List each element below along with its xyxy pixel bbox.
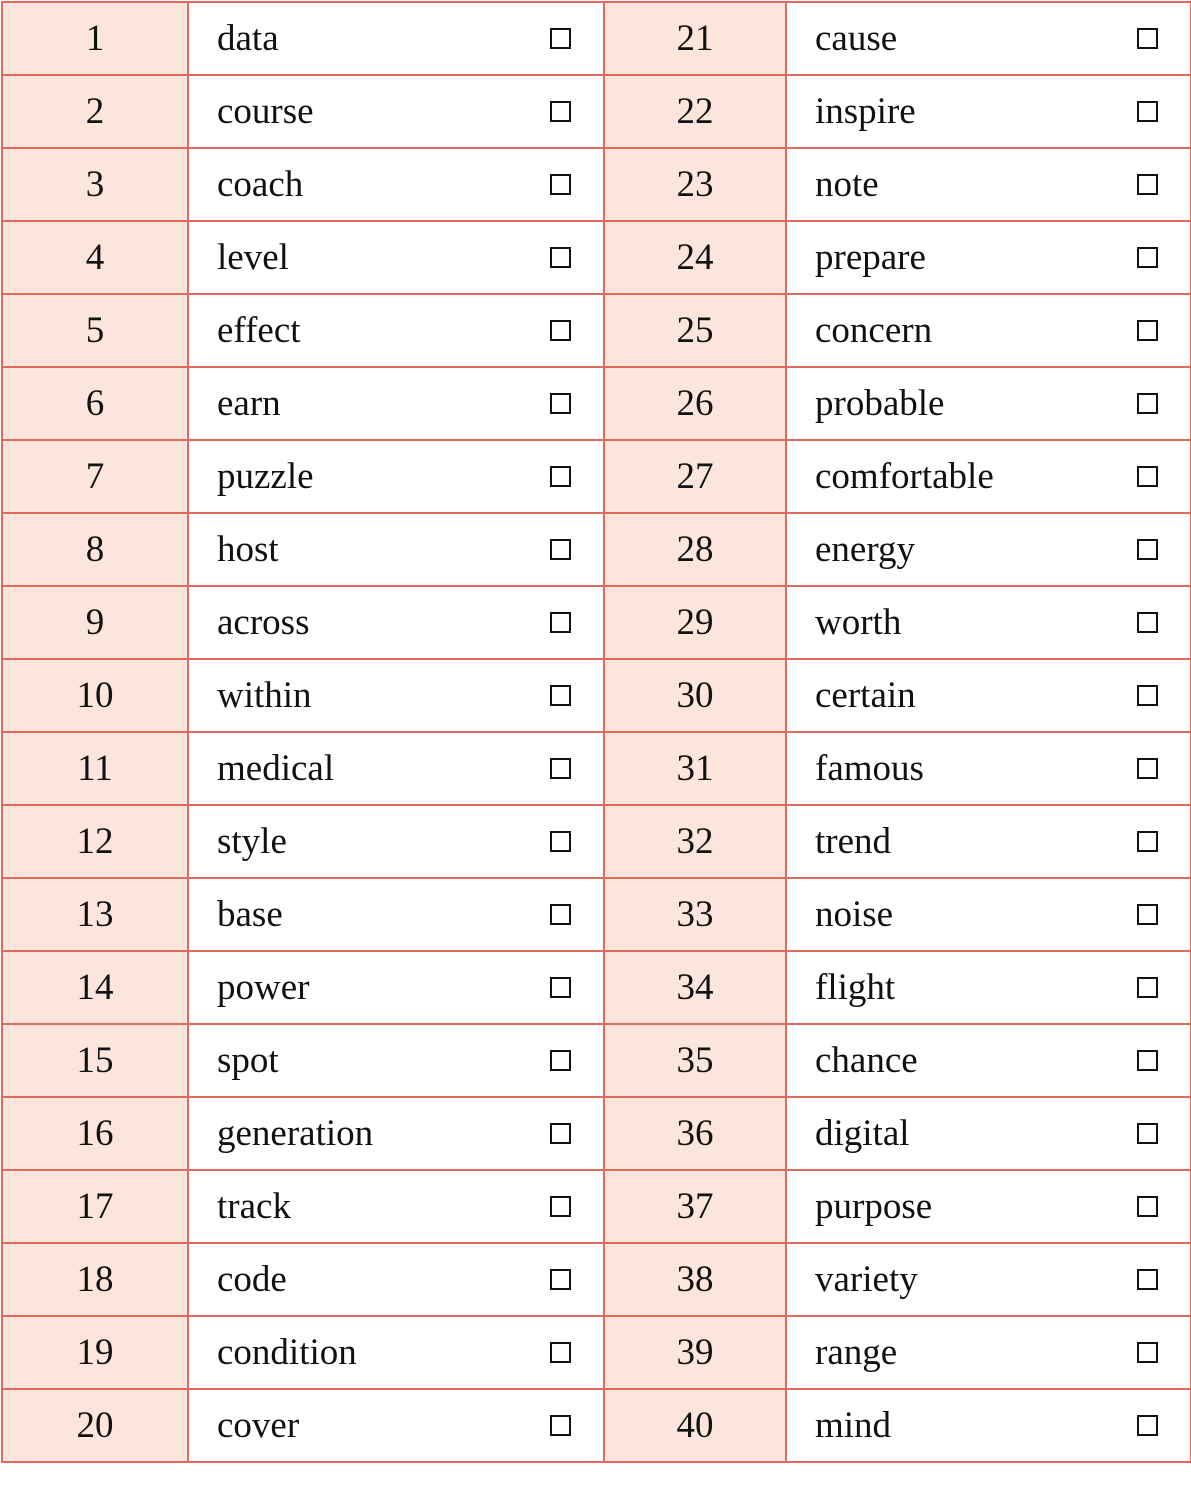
checkbox-icon[interactable] [550, 247, 571, 268]
word-cell-content [815, 1188, 1172, 1225]
checkbox-icon[interactable] [1137, 758, 1158, 779]
word-cell-content [815, 166, 1172, 203]
word-cell-content [217, 1261, 585, 1298]
word-number: 37 [604, 1170, 786, 1243]
word-cell-content [815, 1407, 1172, 1444]
checkbox-icon[interactable] [550, 539, 571, 560]
checkbox-icon[interactable] [1137, 685, 1158, 706]
vocabulary-word: mind [815, 1405, 892, 1446]
word-cell-content [217, 239, 585, 276]
vocabulary-word: worth [815, 602, 902, 643]
word-cell [786, 75, 1191, 148]
word-number: 23 [604, 148, 786, 221]
table-row [2, 951, 1191, 1024]
word-cell-content [217, 750, 585, 787]
word-cell-content [815, 458, 1172, 495]
vocabulary-word: energy [815, 529, 915, 570]
word-cell-content [217, 1188, 585, 1225]
table-row [2, 878, 1191, 951]
word-cell [188, 586, 604, 659]
word-cell [188, 367, 604, 440]
word-number: 17 [2, 1170, 188, 1243]
word-cell-content [815, 93, 1172, 130]
word-cell-content [815, 896, 1172, 933]
checkbox-icon[interactable] [1137, 320, 1158, 341]
word-cell [786, 1024, 1191, 1097]
vocabulary-word: digital [815, 1113, 910, 1154]
table-row [2, 732, 1191, 805]
word-cell [188, 1389, 604, 1462]
word-number: 2 [2, 75, 188, 148]
checkbox-icon[interactable] [550, 1269, 571, 1290]
word-cell [786, 294, 1191, 367]
vocabulary-word: puzzle [217, 456, 314, 497]
checkbox-icon[interactable] [550, 28, 571, 49]
word-cell [188, 659, 604, 732]
word-number: 10 [2, 659, 188, 732]
word-cell [786, 878, 1191, 951]
vocabulary-word: purpose [815, 1186, 933, 1227]
word-number: 35 [604, 1024, 786, 1097]
vocabulary-word: chance [815, 1040, 918, 1081]
vocabulary-word: coach [217, 164, 304, 205]
vocabulary-word: prepare [815, 237, 926, 278]
vocabulary-table-body [2, 2, 1191, 1462]
table-row [2, 1316, 1191, 1389]
word-cell-content [815, 1261, 1172, 1298]
word-number: 24 [604, 221, 786, 294]
checkbox-icon[interactable] [1137, 101, 1158, 122]
vocabulary-word: variety [815, 1259, 918, 1300]
vocabulary-word: generation [217, 1113, 374, 1154]
word-number: 30 [604, 659, 786, 732]
vocabulary-word: inspire [815, 91, 916, 132]
word-cell [188, 1170, 604, 1243]
word-cell [188, 1097, 604, 1170]
word-cell-content [217, 1042, 585, 1079]
table-row [2, 805, 1191, 878]
vocabulary-word: course [217, 91, 314, 132]
word-number: 27 [604, 440, 786, 513]
vocabulary-word: flight [815, 967, 896, 1008]
vocabulary-word: famous [815, 748, 924, 789]
word-cell-content [217, 604, 585, 641]
word-cell [188, 148, 604, 221]
word-cell [786, 2, 1191, 75]
word-number: 21 [604, 2, 786, 75]
checkbox-icon[interactable] [550, 1123, 571, 1144]
word-number: 18 [2, 1243, 188, 1316]
table-row [2, 367, 1191, 440]
table-row [2, 1024, 1191, 1097]
word-cell [786, 148, 1191, 221]
word-number: 9 [2, 586, 188, 659]
vocabulary-word: medical [217, 748, 335, 789]
checkbox-icon[interactable] [550, 904, 571, 925]
word-number: 25 [604, 294, 786, 367]
checkbox-icon[interactable] [1137, 393, 1158, 414]
vocabulary-word: certain [815, 675, 916, 716]
word-number: 32 [604, 805, 786, 878]
word-cell-content [815, 677, 1172, 714]
word-cell [786, 1170, 1191, 1243]
word-number: 19 [2, 1316, 188, 1389]
vocabulary-table [1, 1, 1191, 1463]
word-cell-content [217, 823, 585, 860]
vocabulary-word: effect [217, 310, 301, 351]
vocabulary-word: comfortable [815, 456, 994, 497]
table-row [2, 221, 1191, 294]
table-row [2, 586, 1191, 659]
word-cell-content [815, 531, 1172, 568]
word-number: 39 [604, 1316, 786, 1389]
checkbox-icon[interactable] [550, 1415, 571, 1436]
word-cell [786, 732, 1191, 805]
checkbox-icon[interactable] [550, 758, 571, 779]
word-cell [188, 805, 604, 878]
word-cell-content [815, 20, 1172, 57]
checkbox-icon[interactable] [1137, 1415, 1158, 1436]
word-cell-content [217, 312, 585, 349]
word-cell-content [815, 385, 1172, 422]
word-cell [786, 221, 1191, 294]
table-row [2, 1097, 1191, 1170]
word-cell [188, 2, 604, 75]
word-number: 7 [2, 440, 188, 513]
table-row [2, 294, 1191, 367]
vocabulary-word: probable [815, 383, 945, 424]
word-number: 34 [604, 951, 786, 1024]
checkbox-icon[interactable] [1137, 28, 1158, 49]
word-cell [786, 951, 1191, 1024]
checkbox-icon[interactable] [550, 685, 571, 706]
word-number: 16 [2, 1097, 188, 1170]
word-cell-content [217, 969, 585, 1006]
word-cell-content [217, 531, 585, 568]
checkbox-icon[interactable] [550, 101, 571, 122]
table-row [2, 1170, 1191, 1243]
word-number: 31 [604, 732, 786, 805]
table-row [2, 75, 1191, 148]
word-cell [786, 659, 1191, 732]
vocabulary-word: base [217, 894, 283, 935]
checkbox-icon[interactable] [1137, 831, 1158, 852]
word-cell-content [217, 166, 585, 203]
checkbox-icon[interactable] [1137, 539, 1158, 560]
word-cell [786, 367, 1191, 440]
word-number: 15 [2, 1024, 188, 1097]
word-cell-content [217, 385, 585, 422]
word-cell [188, 221, 604, 294]
word-cell-content [815, 1042, 1172, 1079]
vocabulary-word: earn [217, 383, 281, 424]
vocabulary-word: data [217, 18, 279, 59]
word-number: 6 [2, 367, 188, 440]
word-cell [188, 440, 604, 513]
checkbox-icon[interactable] [550, 1050, 571, 1071]
table-row [2, 513, 1191, 586]
checkbox-icon[interactable] [1137, 466, 1158, 487]
word-cell-content [217, 93, 585, 130]
word-cell-content [217, 677, 585, 714]
word-cell-content [815, 1115, 1172, 1152]
vocabulary-word: level [217, 237, 289, 278]
word-cell [786, 1097, 1191, 1170]
word-cell [786, 1389, 1191, 1462]
checkbox-icon[interactable] [550, 466, 571, 487]
word-cell [786, 440, 1191, 513]
vocabulary-word: cover [217, 1405, 300, 1446]
word-cell [188, 1243, 604, 1316]
word-cell-content [217, 1115, 585, 1152]
word-number: 11 [2, 732, 188, 805]
checkbox-icon[interactable] [550, 174, 571, 195]
word-cell [786, 1316, 1191, 1389]
checkbox-icon[interactable] [1137, 904, 1158, 925]
vocabulary-word: spot [217, 1040, 279, 1081]
table-row [2, 1243, 1191, 1316]
word-number: 20 [2, 1389, 188, 1462]
vocabulary-word: range [815, 1332, 898, 1373]
word-number: 26 [604, 367, 786, 440]
vocabulary-word: host [217, 529, 279, 570]
word-cell [188, 75, 604, 148]
word-cell-content [217, 896, 585, 933]
checkbox-icon[interactable] [550, 393, 571, 414]
word-number: 1 [2, 2, 188, 75]
word-cell [786, 586, 1191, 659]
checkbox-icon[interactable] [1137, 1269, 1158, 1290]
vocabulary-word: trend [815, 821, 892, 862]
vocabulary-word: noise [815, 894, 894, 935]
word-number: 29 [604, 586, 786, 659]
word-number: 33 [604, 878, 786, 951]
word-cell [188, 951, 604, 1024]
word-number: 3 [2, 148, 188, 221]
word-cell-content [815, 750, 1172, 787]
word-cell-content [815, 969, 1172, 1006]
word-number: 36 [604, 1097, 786, 1170]
word-cell [188, 732, 604, 805]
word-number: 28 [604, 513, 786, 586]
table-row [2, 659, 1191, 732]
word-cell [786, 513, 1191, 586]
vocabulary-word: note [815, 164, 879, 205]
word-cell [188, 294, 604, 367]
word-cell-content [815, 312, 1172, 349]
word-number: 4 [2, 221, 188, 294]
word-cell-content [217, 1407, 585, 1444]
word-cell-content [217, 1334, 585, 1371]
checkbox-icon[interactable] [1137, 1123, 1158, 1144]
vocabulary-word: condition [217, 1332, 357, 1373]
vocabulary-word: track [217, 1186, 291, 1227]
checkbox-icon[interactable] [1137, 174, 1158, 195]
checkbox-icon[interactable] [1137, 977, 1158, 998]
word-cell-content [217, 20, 585, 57]
word-cell-content [815, 239, 1172, 276]
checkbox-icon[interactable] [1137, 612, 1158, 633]
vocabulary-word: across [217, 602, 310, 643]
word-cell [188, 878, 604, 951]
word-cell [188, 1024, 604, 1097]
table-row [2, 440, 1191, 513]
word-number: 40 [604, 1389, 786, 1462]
vocabulary-word: style [217, 821, 287, 862]
word-cell [188, 513, 604, 586]
word-cell-content [815, 1334, 1172, 1371]
vocabulary-word: within [217, 675, 312, 716]
checkbox-icon[interactable] [1137, 247, 1158, 268]
word-number: 13 [2, 878, 188, 951]
word-number: 38 [604, 1243, 786, 1316]
word-cell-content [217, 458, 585, 495]
word-cell [786, 1243, 1191, 1316]
vocabulary-word: cause [815, 18, 898, 59]
checkbox-icon[interactable] [550, 977, 571, 998]
word-cell-content [815, 823, 1172, 860]
word-number: 5 [2, 294, 188, 367]
checkbox-icon[interactable] [550, 1342, 571, 1363]
checkbox-icon[interactable] [550, 1196, 571, 1217]
table-row [2, 1389, 1191, 1462]
table-row [2, 2, 1191, 75]
word-cell-content [815, 604, 1172, 641]
table-row [2, 148, 1191, 221]
checkbox-icon[interactable] [550, 612, 571, 633]
checkbox-icon[interactable] [550, 320, 571, 341]
word-number: 12 [2, 805, 188, 878]
checkbox-icon[interactable] [1137, 1196, 1158, 1217]
vocabulary-word: power [217, 967, 310, 1008]
checkbox-icon[interactable] [1137, 1342, 1158, 1363]
vocabulary-word: code [217, 1259, 287, 1300]
vocabulary-word: concern [815, 310, 933, 351]
word-number: 8 [2, 513, 188, 586]
checkbox-icon[interactable] [1137, 1050, 1158, 1071]
word-cell [188, 1316, 604, 1389]
word-number: 22 [604, 75, 786, 148]
word-number: 14 [2, 951, 188, 1024]
checkbox-icon[interactable] [550, 831, 571, 852]
word-cell [786, 805, 1191, 878]
